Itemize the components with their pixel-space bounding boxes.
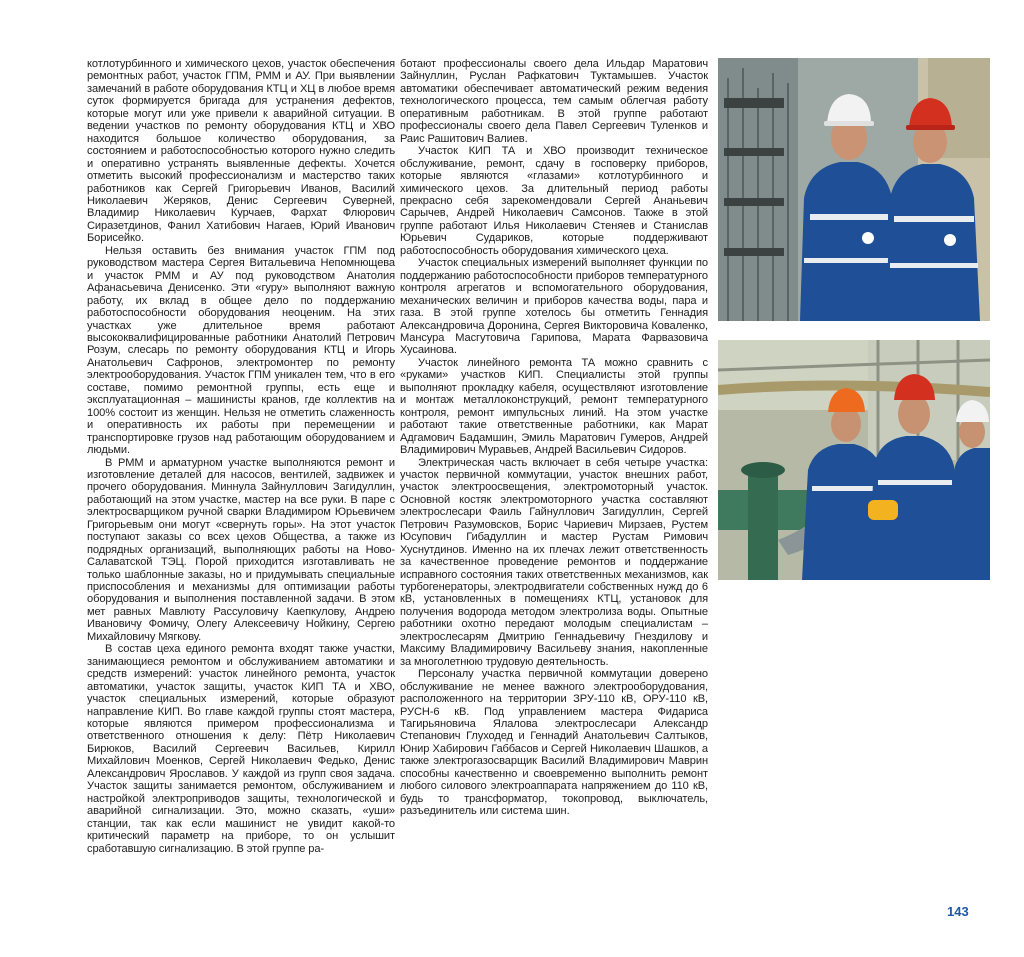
paragraph: Участок специальных измерений выполняет функции по поддержанию работоспособности приборов температурного контроля агрегатов и вспомогательного оборудования, механических величин и приборов качества воды, пара и газа. В этой группе хотелось бы отметить Геннадия Александровича Доронина, Сергея Викторовича Коваленко, Мансура Масгутовича Гарипова, Марата Фарвазовича Хусаинова. [400, 257, 708, 357]
text-column-left [87, 58, 395, 855]
paragraph: Нельзя оставить без внимания участок ГПМ под руководством мастера Сергея Витальевича Непомнющева и участок РММ и АУ под руководством Анатолия Афанасьевича Денисенко. Эти «гуру» выполняют важную работу, их вклад в общее дело по поддержанию работоспособности оборудования неоценим. На этих участках уже длительное время работают высококвалифицированные работники Анатолий Петрович Розум, слесарь по ремонту оборудования КТЦ и Игорь Анатольевич Сафронов, электромонтер по ремонту электрооборудования. Участок ГПМ уникален тем, что в его составе, помимо ремонтной группы, есть еще и эксплуатационная – машинисты кранов, где коллектив на 100% состоит из женщин. Нельзя не отметить слаженность и оперативность их работы при перемещении и транспортировке грузов над работающим оборудованием и людьми. [87, 244, 395, 457]
photo-workers-control-panel [718, 58, 990, 321]
page-number: 143 [947, 904, 969, 919]
paragraph: Участок КИП ТА и ХВО производит техническое обслуживание, ремонт, сдачу в госповерку приборов, которые являются «глазами» котлотурбинного и химического цехов. За длительный период работы прекрасно себя зарекомендовали Сергей Ананьевич Сарычев, Андрей Николаевич Самсонов. Также в этой группе работают Илья Николаевич Стеняев и Станислав Юрьевич Судариков, которые поддерживают работоспособность оборудования химического цеха. [400, 145, 708, 257]
paragraph: Персоналу участка первичной коммутации доверено обслуживание не менее важного электрооборудования, расположенного на территории ЗРУ-110 кВ, ОРУ-110 кВ, РУСН-6 кВ. Под управлением мастера Фидариса Тагирьяновича Ялалова электрослесари Александр Степанович Глуходед и Геннадий Анатольевич Салтыков, Юнир Хабирович Габбасов и Сергей Николаевич Шашков, а также электрогазосварщик Василий Владимирович Маврин способны качественно и своевременно выполнить ремонт любого силового электроаппарата напряжением до 110 кВ, будь то трансформатор, токопровод, выключатель, разъединитель или система шин. [400, 668, 708, 818]
photo-illustration [718, 340, 990, 580]
photo-workers-pipe-valve [718, 340, 990, 580]
paragraph: В РММ и арматурном участке выполняются ремонт и изготовление деталей для насосов, вентилей, задвижек и прочего оборудования. Миннула Зайнуллович Загидуллин, работающий на этом участке, мастер на все руки. В паре с электросварщиком ручной сварки Владимиром Юрьевичем Григорьевым они могут «свернуть горы». На этот участок поступают заказы со всех цехов Общества, а также из подрядных организаций, выполняющих работы на Ново-Салаватской ТЭЦ. Порой приходится изготавливать не только шаблонные заказы, но и придумывать специальные приспособления и механизмы для оптимизации работы оборудования и выполнения поставленной задачи. В этом мет равных Мавлюту Рассуловичу Каепкулову, Андрею Ивановичу Фомичу, Олегу Алексеевичу Нойкину, Сергею Михайловичу Мягкову. [87, 456, 395, 643]
paragraph: котлотурбинного и химического цехов, участок обеспечения ремонтных работ, участок ГПМ, РММ и АУ. При выявлении замечаний в работе оборудования КТЦ и ХЦ в любое время суток формируется бригада для устранения дефектов, которые могут или уже привели к аварийной ситуации. В ведении участков по ремонту оборудования КТЦ и ХВО находится большое количество оборудования, за состоянием и работоспособностью которого нужно следить и оперативно устранять выявленные дефекты. Хочется отметить высокий профессионализм и мастерство таких работников как Сергей Григорьевич Иванов, Василий Николаевич Жеряков, Денис Сергеевич Суверней, Владимир Николаевич Курчаев, Фархат Флюрович Сиразетдинов, Фанил Хатибович Нагаев, Юрий Иванович Борисейко. [87, 58, 395, 245]
photo-illustration [718, 58, 990, 321]
paragraph: ботают профессионалы своего дела Ильдар Маратович Зайнуллин, Руслан Рафкатович Туктамышев. Участок автоматики обеспечивает автоматический режим ведения технологического процесса, тем самым облегчая работу оперативным работникам. В этой группе работают профессионалы своего дела Павел Сергеевич Туленков и Раис Рашитович Валиев. [400, 58, 708, 145]
paragraph: В состав цеха единого ремонта входят также участки, занимающиеся ремонтом и обслуживанием автоматики и средств измерений: участок линейного ремонта, участок автоматики, участок защиты, участок КИП ТА и ХВО, участок специальных измерений, которые образуют направление КИП. Во главе каждой группы стоят мастера, которые являются примером профессионализма и ответственного отношения к делу: Пётр Николаевич Бирюков, Василий Сергеевич Васильев, Кирилл Михайлович Моенков, Сергей Николаевич Федько, Денис Александрович Ярославов. У каждой из групп своя задача. Участок защиты занимается ремонтом, обслуживанием и настройкой электроприводов защиты, технологической и аварийной сигнализации. Это, можно сказать, «уши» станции, так как если машинист не увидит какой-то критический параметр на приборе, то он услышит сработавшую сигнализацию. В этой группе ра- [87, 643, 395, 855]
text-column-middle [400, 58, 708, 818]
paragraph: Электрическая часть включает в себя четыре участка: участок первичной коммутации, участок внешних работ, участок электроосвещения, электромоторный участок. Основной костяк электромоторного участка составляют электрослесари Фаиль Гайнуллович Загидуллин, Сергей Петрович Разумовсков, Борис Чариевич Мирзаев, Рустем Юсупович Гибадуллин и мастер Рустам Римович Хуснутдинов. Именно на их плечах лежит ответственность за качественное проведение ремонтов и поддержание исправного состояния таких ответственных механизмов, как турбогенераторы, электродвигатели собственных нужд до 6 кВ, установленных в помещениях КТЦ, установок для получения водорода методом электролиза воды. Опытные работники охотно передают молодым специалистам – электрослесарям Дмитрию Геннадьевичу Гнездилову и Максиму Владимировичу Васильеву знания, накопленные за многолетнюю трудовую деятельность. [400, 456, 708, 668]
paragraph: Участок линейного ремонта ТА можно сравнить с «руками» участков КИП. Специалисты этой группы выполняют прокладку кабеля, осуществляют изготовление и монтаж металлоконструкций, ремонт температурного контроля, ремонт импульсных линий. На этом участке работают такие ответственные работники, как Марат Адгамович Бадамшин, Эмиль Маратович Гумеров, Андрей Владимирович Муравьев, Андрей Васильевич Сидоров. [400, 356, 708, 457]
